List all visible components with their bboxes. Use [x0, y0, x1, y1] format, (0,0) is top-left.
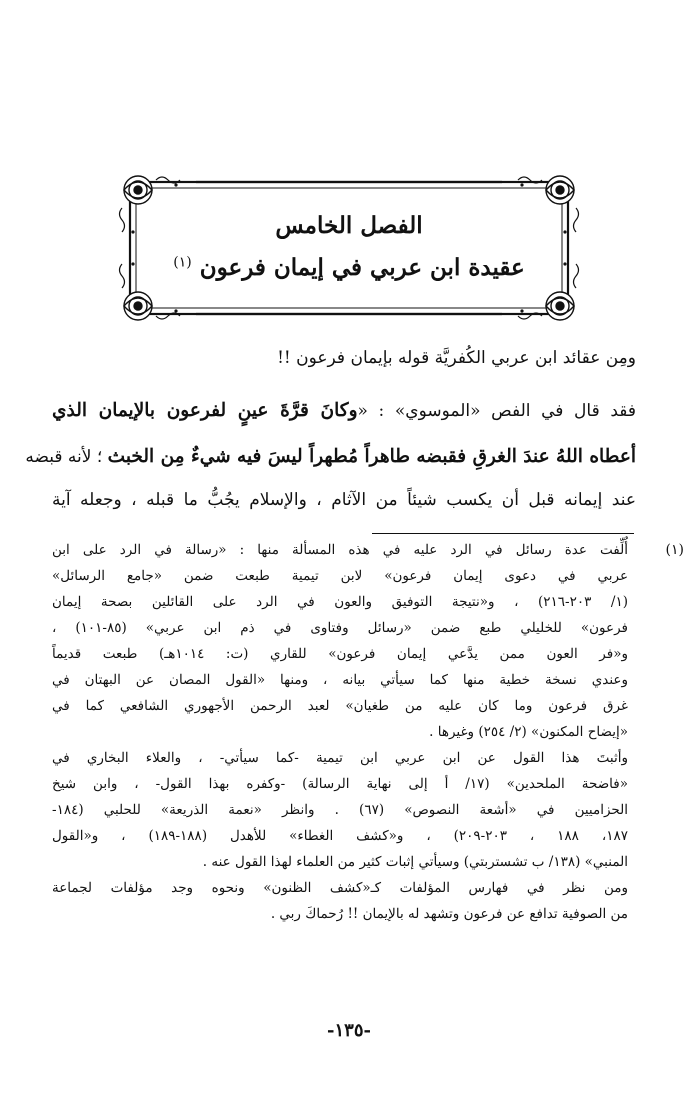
- footnote-separator: [372, 533, 634, 534]
- corner-ornament-bottom-left: [124, 292, 152, 320]
- footnote-line: «فاضحة الملحدين» (١٧/ أ إلى نهاية الرسالة) -وكفره بهذا القول- ، وابن شيخ: [52, 776, 628, 792]
- footnote-line: و«فر العون ممن يدَّعي إيمان فرعون» للقاري (ت: ١٠١٤هـ) طبعت قديماً: [52, 646, 628, 662]
- corner-ornament-top-right: [546, 176, 574, 204]
- chapter-label: الفصل الخامس: [275, 212, 423, 239]
- footnote-line: «إيضاح المكنون» (٢/ ٢٥٤) وغيرها .: [429, 724, 628, 740]
- body-line-3-quote: أعطاه اللهُ عندَ الغرقِ فقبضه طاهراً مُطهراً ليسَ فيه شيءٌ مِن الخبث: [107, 446, 636, 467]
- footnote-reference: (١): [173, 254, 192, 271]
- body-line-4: عند إيمانه قبل أن يكسب شيئاً من الآثام ، والإسلام يجُبُّ ما قبله ، وجعله آية: [52, 490, 636, 510]
- page-number: -١٣٥-: [327, 1020, 371, 1041]
- footnote-line: غرق فرعون وما كان عليه من طغيان» لعبد الرحمن الأجهوري الشافعي كما في: [52, 698, 628, 714]
- footnote-line: ١٨٧، ١٨٨ ، ٢٠٣-٢٠٩) ، و«كشف الغطاء» للأهدل (١٨٨-١٨٩) ، و«القول: [52, 828, 628, 844]
- footnote-number: (١): [665, 542, 684, 558]
- footnote-line: وأثبتَ هذا القول عن ابن عربي ابن تيمية -كما سيأتي- ، والعلاء البخاري في: [52, 750, 628, 766]
- footnote-line: وعندي نسخة خطية منها كما سيأتي بيانه ، ومنها «القول المصان عن البهتان في: [52, 672, 628, 688]
- corner-ornament-bottom-right: [546, 292, 574, 320]
- footnote-line: الحزاميين في «أشعة النصوص» (٦٧) . وانظر «نعمة الذريعة» للحلبي (١٨٤-: [52, 802, 628, 818]
- footnote-line: (١/ ٢٠٣-٢١٦) ، و«نتيجة التوفيق والعون في الرد على القائلين بصحة إيمان: [52, 594, 628, 610]
- body-line-2-quote: وكانَ قرَّةَ عينٍ لفرعون بالإيمان الذي: [52, 400, 358, 421]
- footnote-line: أُلِّفت عدة رسائل في الرد عليه في هذه المسألة منها : «رسالة في الرد على ابن: [52, 542, 628, 558]
- footnote-line: ومن نظر في فهارس المؤلفات كـ«كشف الظنون» ونحوه وجد مؤلفات لجماعة: [52, 880, 628, 896]
- body-line-2: [52, 400, 636, 421]
- chapter-title-text: عقيدة ابن عربي في إيمان فرعون: [199, 254, 525, 281]
- chapter-title: [116, 254, 582, 281]
- footnote-line: المنبي» (١٣٨/ ب تشستربتي) وسيأتي إثبات كثير من العلماء لهذا القول عنه .: [202, 854, 628, 870]
- ornamental-border: [116, 172, 582, 324]
- body-line-2-normal: فقد قال في الفص «الموسوي» : «: [357, 401, 636, 421]
- body-line-3: [25, 446, 636, 467]
- body-line-1: ومِن عقائد ابن عربي الكُفريَّة قوله بإيمان فرعون !!: [277, 348, 636, 368]
- footnote-line: عربي في دعوى إيمان فرعون» لابن تيمية طبعت ضمن «جامع الرسائل»: [52, 568, 628, 584]
- corner-ornament-top-left: [124, 176, 152, 204]
- footnote-line: فرعون» للخليلي طبع ضمن «رسائل وفتاوى في ذم ابن عربي» (٨٥-١٠١) ،: [52, 620, 628, 636]
- chapter-heading-frame: [116, 172, 582, 324]
- footnote-line: من الصوفية تدافع عن فرعون وتشهد له بالإيمان !! رُحماكَ ربي .: [270, 906, 628, 922]
- body-line-3-normal: ؛ لأنه قبضه: [25, 447, 103, 467]
